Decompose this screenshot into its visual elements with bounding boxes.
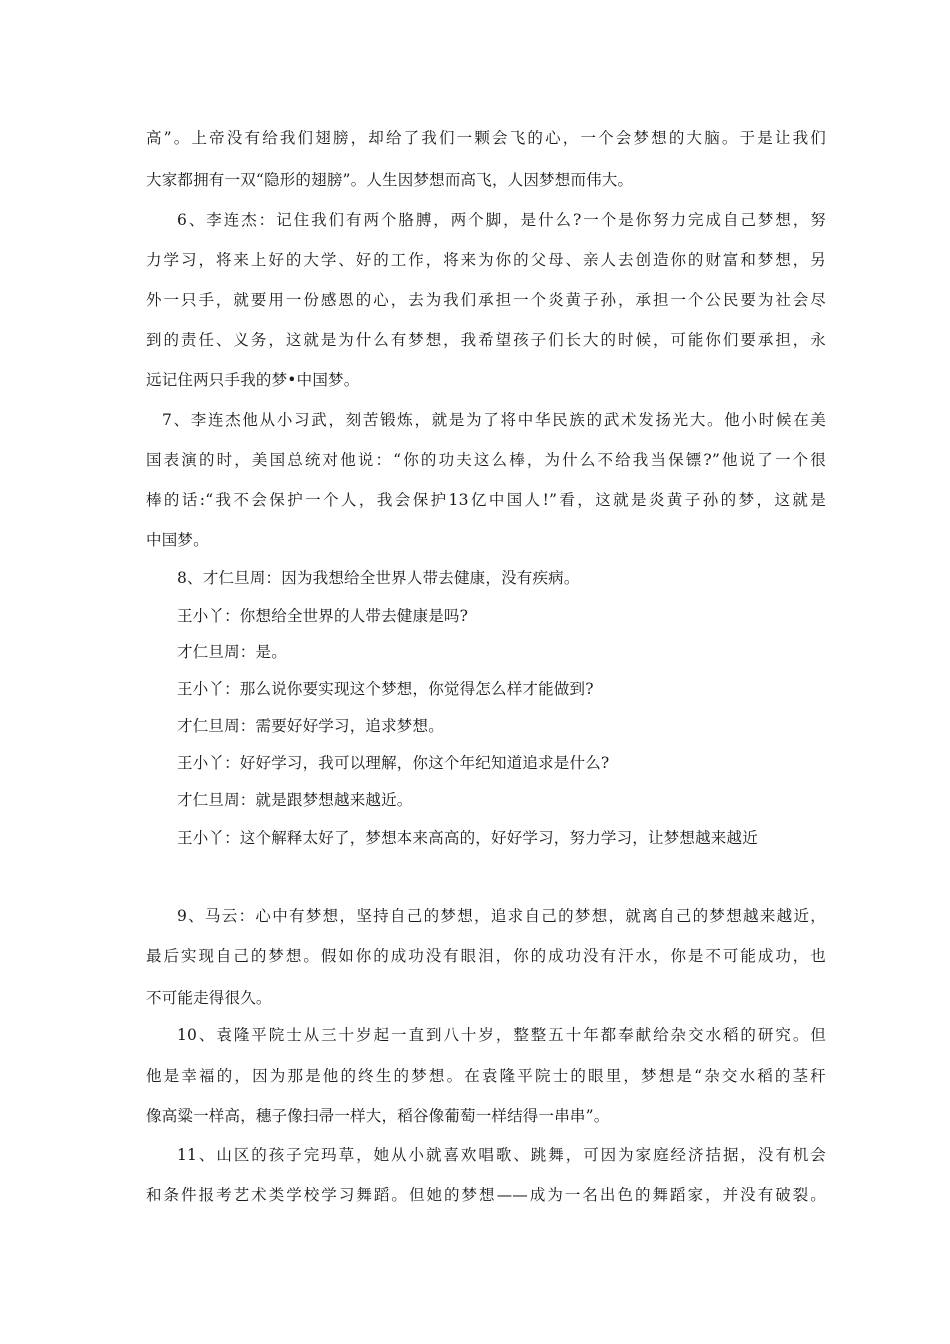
text-line: 王小丫：这个解释太好了，梦想本来高高的，好好学习，努力学习，让梦想越来越近	[177, 829, 758, 847]
text-line: 大家都拥有一双“隐形的翅膀”。人生因梦想而高飞，人因梦想而伟大。	[146, 171, 634, 189]
text-line: 10、袁隆平院士从三十岁起一直到八十岁，整整五十年都奉献给杂交水稻的研究。但	[177, 1026, 826, 1044]
text-line: 6、李连杰：记住我们有两个胳膊，两个脚，是什么?一个是你努力完成自己梦想，努	[177, 211, 826, 229]
text-line: 才仁旦周：是。	[177, 643, 287, 661]
text-line: 棒的话:“我不会保护一个人，我会保护13亿中国人!”看，这就是炎黄子孙的梦，这就是	[146, 491, 826, 509]
text-line: 国表演的时，美国总统对他说：“你的功夫这么棒，为什么不给我当保镖?”他说了一个很	[146, 451, 826, 469]
text-line: 最后实现自己的梦想。假如你的成功没有眼泪，你的成功没有汗水，你是不可能成功，也	[146, 947, 826, 965]
text-line: 高”。上帝没有给我们翅膀，却给了我们一颗会飞的心，一个会梦想的大脑。于是让我们	[146, 129, 826, 147]
text-line: 9、马云：心中有梦想，坚持自己的梦想，追求自己的梦想，就离自己的梦想越来越近，	[177, 907, 826, 925]
text-line: 才仁旦周：就是跟梦想越来越近。	[177, 791, 413, 809]
text-line: 中国梦。	[146, 531, 209, 549]
text-line: 和条件报考艺术类学校学习舞蹈。但她的梦想——成为一名出色的舞蹈家，并没有破裂。	[146, 1186, 826, 1204]
text-line: 到的责任、义务，这就是为什么有梦想，我希望孩子们长大的时候，可能你们要承担，永	[146, 331, 826, 349]
text-line: 不可能走得很久。	[146, 989, 272, 1007]
text-line: 王小丫：好好学习，我可以理解，你这个年纪知道追求是什么?	[177, 754, 610, 772]
text-line: 王小丫：你想给全世界的人带去健康是吗?	[177, 607, 469, 625]
text-line: 7、李连杰他从小习武，刻苦锻炼，就是为了将中华民族的武术发扬光大。他小时候在美	[162, 411, 826, 429]
text-line: 11、山区的孩子完玛草，她从小就喜欢唱歌、跳舞，可因为家庭经济拮据，没有机会	[177, 1146, 826, 1164]
text-line: 像高粱一样高，穗子像扫帚一样大，稻谷像葡萄一样结得一串串”。	[146, 1107, 610, 1125]
text-line: 远记住两只手我的梦•中国梦。	[146, 371, 360, 389]
text-line: 外一只手，就要用一份感恩的心，去为我们承担一个炎黄子孙，承担一个公民要为社会尽	[146, 291, 826, 309]
text-line: 王小丫：那么说你要实现这个梦想，你觉得怎么样才能做到?	[177, 680, 594, 698]
text-line: 力学习，将来上好的大学、好的工作，将来为你的父母、亲人去创造你的财富和梦想，另	[146, 251, 826, 269]
text-line: 才仁旦周：需要好好学习，追求梦想。	[177, 717, 444, 735]
text-line: 他是幸福的，因为那是他的终生的梦想。在袁隆平院士的眼里，梦想是“杂交水稻的茎秆	[146, 1067, 826, 1085]
text-line: 8、才仁旦周：因为我想给全世界人带去健康，没有疾病。	[177, 569, 580, 587]
